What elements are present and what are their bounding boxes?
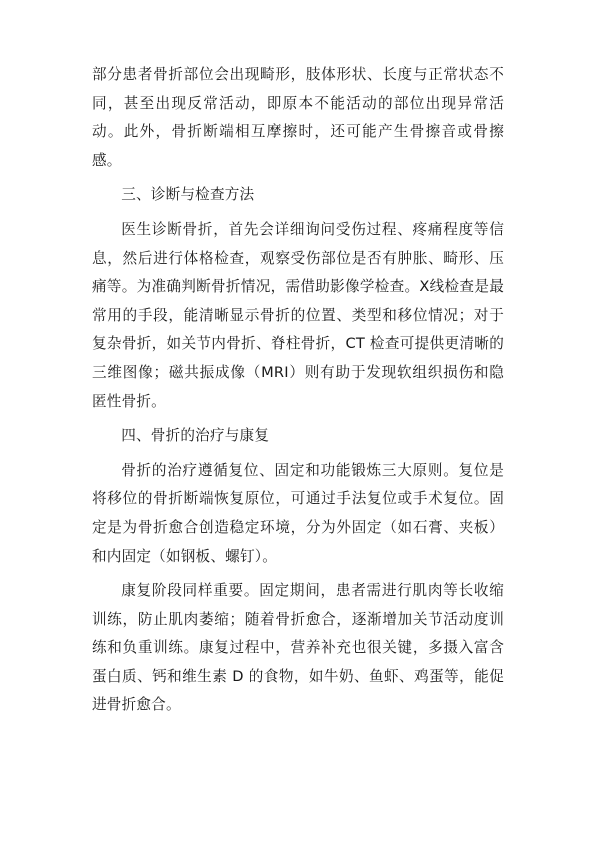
- diagnosis-paragraph: 医生诊断骨折，首先会详细询问受伤过程、疼痛程度等信息，然后进行体格检查，观察受伤部位是否有肿胀、畸形、压痛等。为准确判断骨折情况，需借助影像学检查。X线检查是最常用的手段，能清晰显示骨折的位置、类型和移位情况；对于复杂骨折，如关节内骨折、脊柱骨折，CT 检查可提供更清晰的三维图像；磁共振成像（MRI）则有助于发现软组织损伤和隐匿性骨折。: [92, 220, 504, 410]
- section-heading-treatment: 四、骨折的治疗与康复: [121, 427, 270, 445]
- section-heading-diagnosis: 三、诊断与检查方法: [121, 186, 255, 204]
- rehabilitation-paragraph: 康复阶段同样重要。固定期间，患者需进行肌肉等长收缩训练，防止肌肉萎缩；随着骨折愈合，逐渐增加关节活动度训练和负重训练。康复过程中，营养补充也很关键，多摄入富含蛋白质、钙和维生素 D 的食物，如牛奶、鱼虾、鸡蛋等，能促进骨折愈合。: [92, 582, 504, 714]
- treatment-paragraph: 骨折的治疗遵循复位、固定和功能锻炼三大原则。复位是将移位的骨折断端恢复原位，可通过手法复位或手术复位。固定是为骨折愈合创造稳定环境，分为外固定（如石膏、夹板）和内固定（如钢板、螺钉）。: [92, 461, 504, 565]
- document-body: [92, 61, 504, 720]
- continued-paragraph: 部分患者骨折部位会出现畸形，肢体形状、长度与正常状态不同，甚至出现反常活动，即原本不能活动的部位出现异常活动。此外，骨折断端相互摩擦时，还可能产生骨擦音或骨擦感。: [92, 66, 504, 169]
